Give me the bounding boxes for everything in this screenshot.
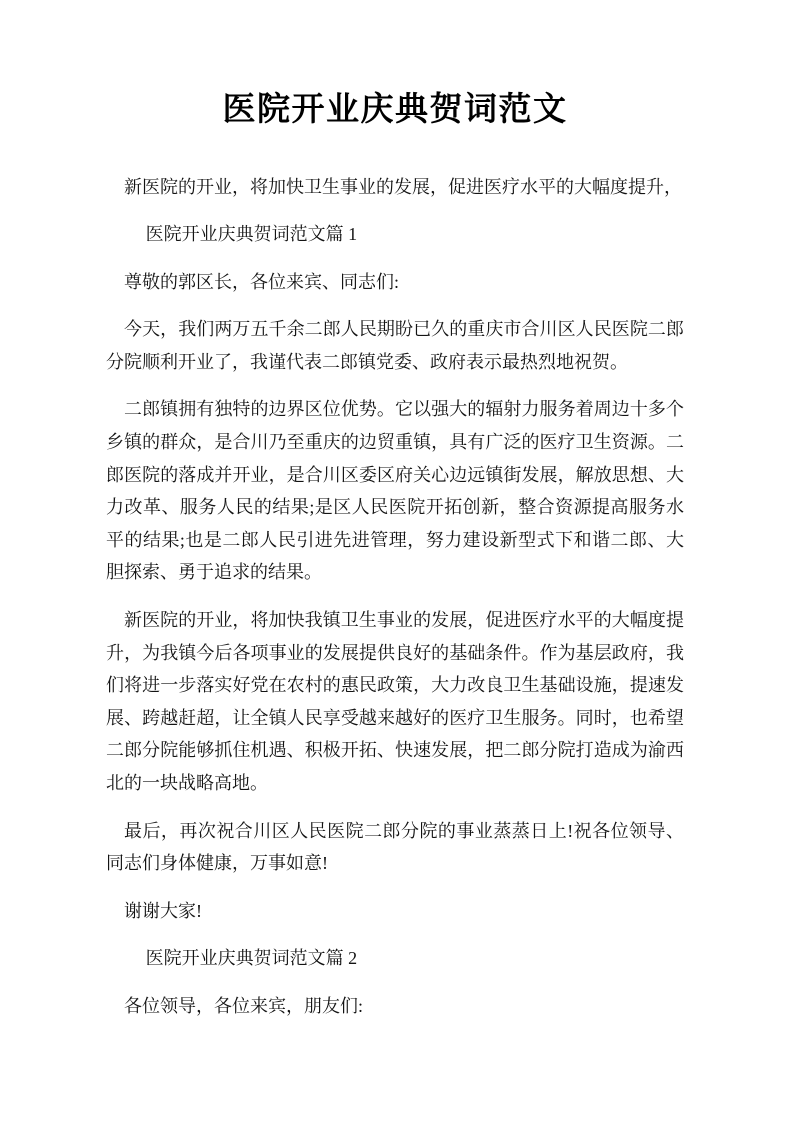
paragraph-government-commitment: 新医院的开业，将加快我镇卫生事业的发展，促进医疗水平的大幅度提升，为我镇今后各项事业的发展提供良好的基础条件。作为基层政府，我们将进一步落实好党在农村的惠民政策，大力改良卫生基础设施，提速发展、跨越赶超，让全镇人民享受越来越好的医疗卫生服务。同时，也希望二郎分院能够抓住机遇、积极开拓、快速发展，把二郎分院打造成为渝西北的一块战略高地。 [106,610,684,793]
paragraph-final-wishes: 最后，再次祝合川区人民医院二郎分院的事业蒸蒸日上!祝各位领导、同志们身体健康，万事如意! [106,820,684,874]
section-heading-part2: 医院开业庆典贺词范文篇 2 [145,948,358,969]
salutation-part2: 各位领导，各位来宾，朋友们: [124,995,363,1016]
paragraph-town-advantages: 二郎镇拥有独特的边界区位优势。它以强大的辐射力服务着周边十多个乡镇的群众，是合川乃至重庆的边贸重镇，具有广泛的医疗卫生资源。二郎医院的落成并开业，是合川区委区府关心边远镇街发展，解放思想、大力改革、服务人民的结果;是区人民医院开拓创新，整合资源提高服务水平的结果;也是二郎人民引进先进管理，努力建设新型式下和谐二郎、大胆探索、勇于追求的结果。 [106,399,684,583]
salutation-part1: 尊敬的郭区长，各位来宾、同志们: [124,271,399,292]
paragraph-opening-announcement: 今天，我们两万五千余二郎人民期盼已久的重庆市合川区人民医院二郎分院顺利开业了，我谨代表二郎镇党委、政府表示最热烈地祝贺。 [106,319,684,372]
paragraph-thanks: 谢谢大家! [124,900,202,921]
document-title: 医院开业庆典贺词范文 [222,92,568,128]
paragraph-intro: 新医院的开业，将加快卫生事业的发展，促进医疗水平的大幅度提升， [124,176,682,197]
section-heading-part1: 医院开业庆典贺词范文篇 1 [145,224,358,245]
